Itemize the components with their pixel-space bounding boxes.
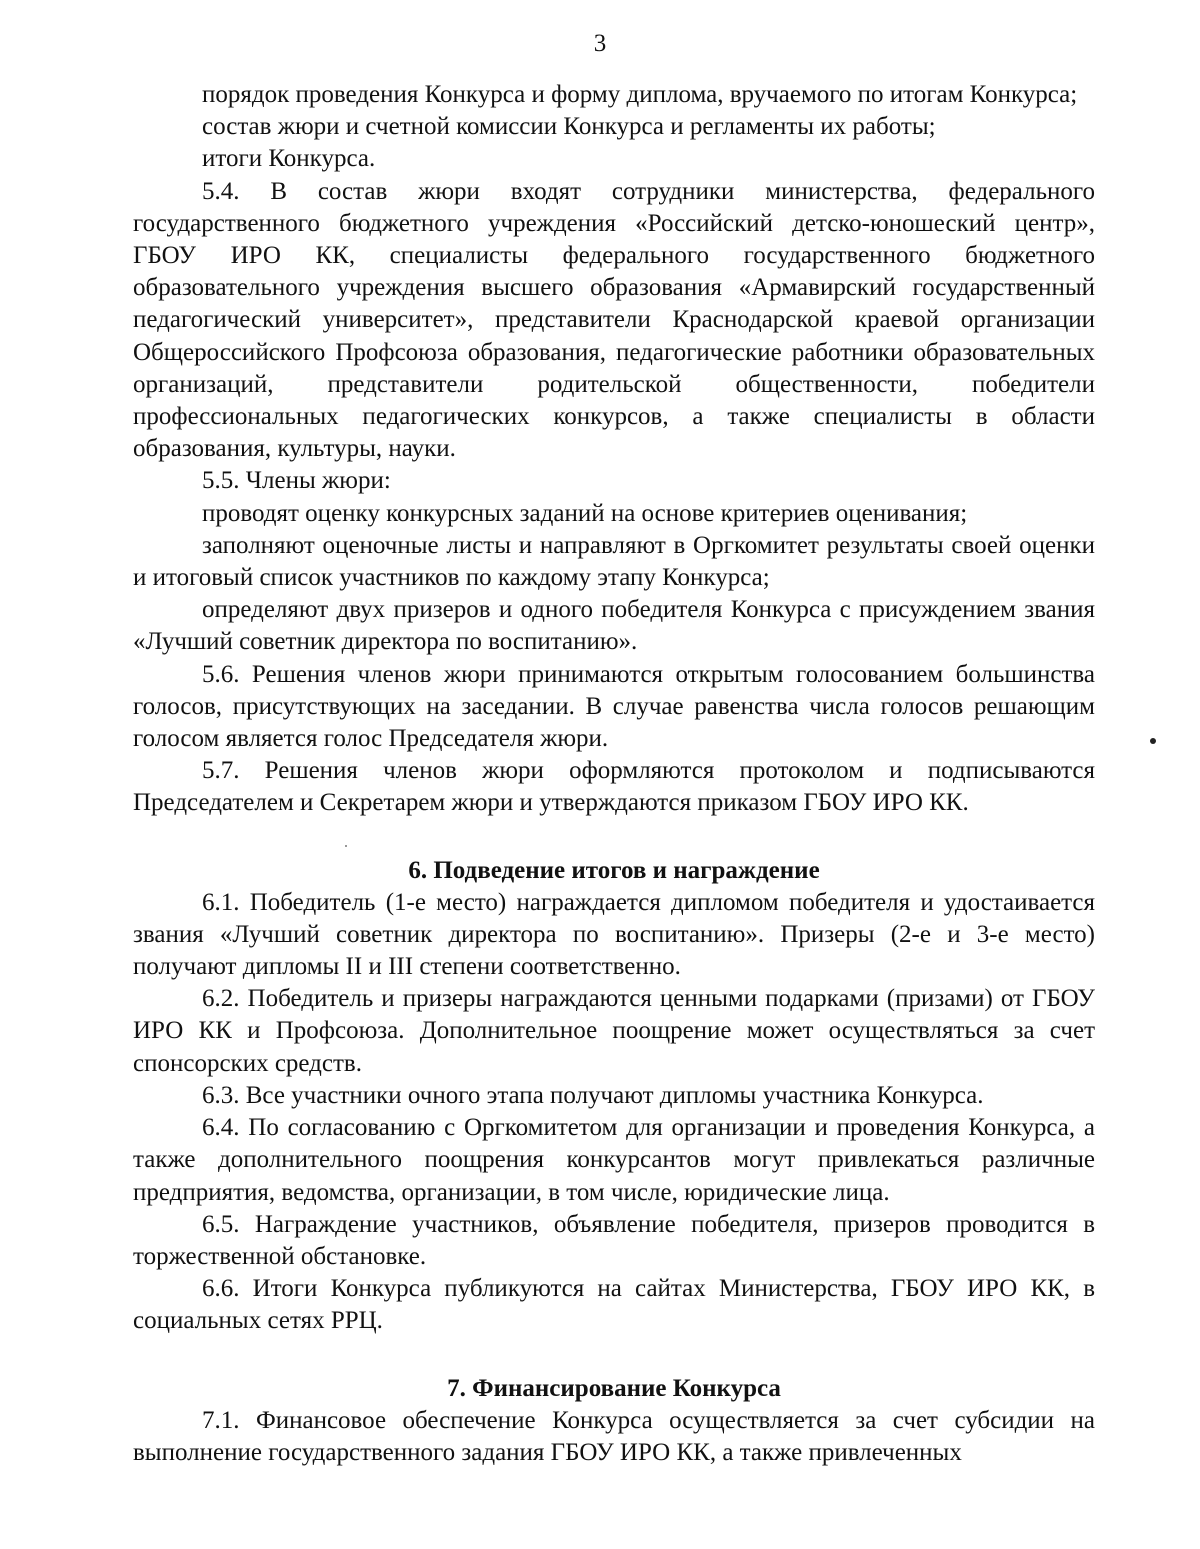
paragraph-5-5: 5.5. Члены жюри:: [202, 467, 391, 495]
paragraph-jury-evaluate: проводят оценку конкурсных заданий на основе критериев оценивания;: [202, 499, 968, 527]
paragraph-5-7: 5.7. Решения членов жюри оформляются протоколом и подписываются Председателем и Секретарем жюри и утверждаются приказом ГБОУ ИРО КК.: [133, 757, 1095, 817]
paragraph-6-2: 6.2. Победитель и призеры награждаются ценными подарками (призами) от ГБОУ ИРО КК и Профсоюза. Дополнительное поощрение может осуществляться за счет спонсорских средств.: [133, 985, 1095, 1077]
scan-speck-mark: [345, 845, 347, 847]
paragraph-6-5: 6.5. Награждение участников, объявление победителя, призеров проводится в торжественной обстановке.: [133, 1210, 1095, 1270]
paragraph-6-1: 6.1. Победитель (1-е место) награждается дипломом победителя и удостаивается звания «Лучший советник директора по воспитанию». Призеры (2-е и 3-е место) получают дипломы II и III степени соответственно.: [133, 888, 1095, 981]
paragraph-6-4: 6.4. По согласованию с Оргкомитетом для организации и проведения Конкурса, а также дополнительного поощрения конкурсантов могут привлекаться различные предприятия, ведомства, организации, в том числе, юридические лица.: [133, 1114, 1095, 1206]
document-body: [133, 79, 1095, 1469]
paragraph-jury-fill-sheets: заполняют оценочные листы и направляют в Оргкомитет результаты своей оценки и итоговый список участников по каждому этапу Конкурса;: [133, 531, 1095, 592]
paragraph-contest-results: итоги Конкурса.: [202, 145, 376, 173]
paragraph-6-6: 6.6. Итоги Конкурса публикуются на сайтах Министерства, ГБОУ ИРО КК, в социальных сетях РРЦ.: [133, 1275, 1095, 1335]
scan-speck-mark: [1150, 738, 1156, 744]
paragraph-7-1: 7.1. Финансовое обеспечение Конкурса осуществляется за счет субсидии на выполнение государственного задания ГБОУ ИРО КК, а также привлеченных: [133, 1406, 1095, 1466]
page-number: 3: [593, 30, 607, 57]
paragraph-jury-determine: определяют двух призеров и одного победителя Конкурса с присуждением звания «Лучший советник директора по воспитанию».: [133, 596, 1095, 656]
section-heading-6: 6. Подведение итогов и награждение: [408, 856, 820, 884]
paragraph-6-3: 6.3. Все участники очного этапа получают дипломы участника Конкурса.: [202, 1081, 984, 1109]
paragraph-jury-composition: состав жюри и счетной комиссии Конкурса и регламенты их работы;: [202, 113, 936, 141]
section-heading-7: 7. Финансирование Конкурса: [447, 1374, 781, 1402]
paragraph-5-6: 5.6. Решения членов жюри принимаются открытым голосованием большинства голосов, присутствующих на заседании. В случае равенства числа голосов решающим голосом является голос Председателя жюри.: [133, 660, 1095, 753]
paragraph-contest-procedure: порядок проведения Конкурса и форму диплома, вручаемого по итогам Конкурса;: [202, 81, 1078, 108]
paragraph-5-4: 5.4. В состав жюри входят сотрудники министерства, федерального государственного бюджетного учреждения «Российский детско-юношеский центр», ГБОУ ИРО КК, специалисты федерального государственного бюджетного образовательного учреждения высшего образования «Армавирский государственный педагогический университет», представители Краснодарской краевой организации Общероссийского Профсоюза образования, педагогические работники образовательных организаций, представители родительской общественности, победители профессиональных педагогических конкурсов, а также специалисты в области образования, культуры, науки.: [133, 177, 1095, 463]
